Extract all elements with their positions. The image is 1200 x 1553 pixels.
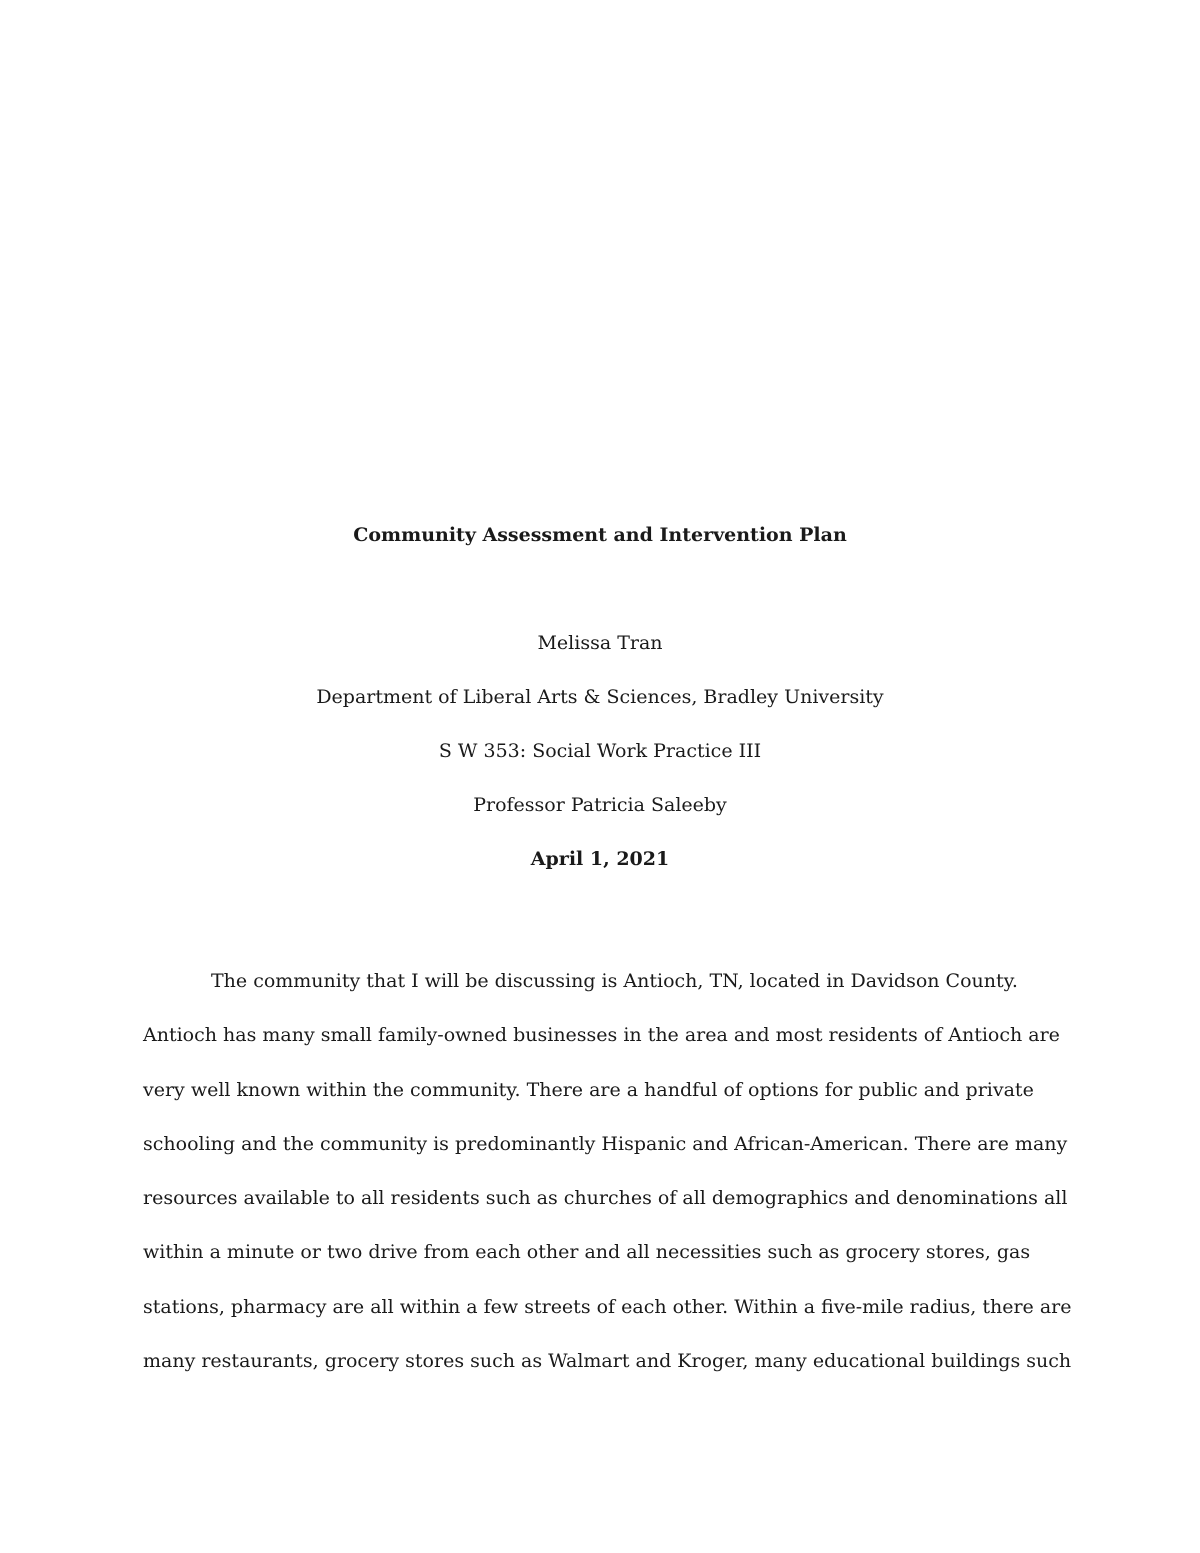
title-page-block [0,520,1200,874]
paragraph-line: resources available to all residents such as churches of all demographics and denominations all [143,1187,1068,1210]
author-name: Melissa Tran [537,632,663,654]
document-date: April 1, 2021 [530,848,670,870]
paragraph-line: many restaurants, grocery stores such as Walmart and Kroger, many educational buildings such [143,1350,1072,1373]
paragraph-line: stations, pharmacy are all within a few streets of each other. Within a five-mile radius, there are [143,1295,1072,1318]
course-name: S W 353: Social Work Practice III [438,740,762,762]
paragraph-line: within a minute or two drive from each other and all necessities such as grocery stores, gas [143,1241,1031,1264]
paragraph-line: very well known within the community. There are a handful of options for public and private [143,1078,1034,1101]
department-affiliation: Department of Liberal Arts & Sciences, Bradley University [316,686,884,708]
paragraph-line: schooling and the community is predominantly Hispanic and African-American. There are many [143,1132,1068,1155]
professor-name: Professor Patricia Saleeby [473,794,727,816]
paragraph-line: Antioch has many small family-owned businesses in the area and most residents of Antioch are [143,1024,1060,1047]
body-paragraph [143,954,1072,1388]
paragraph-line: The community that I will be discussing is Antioch, TN, located in Davidson County. [211,970,1018,992]
document-title: Community Assessment and Intervention Plan [353,524,847,546]
